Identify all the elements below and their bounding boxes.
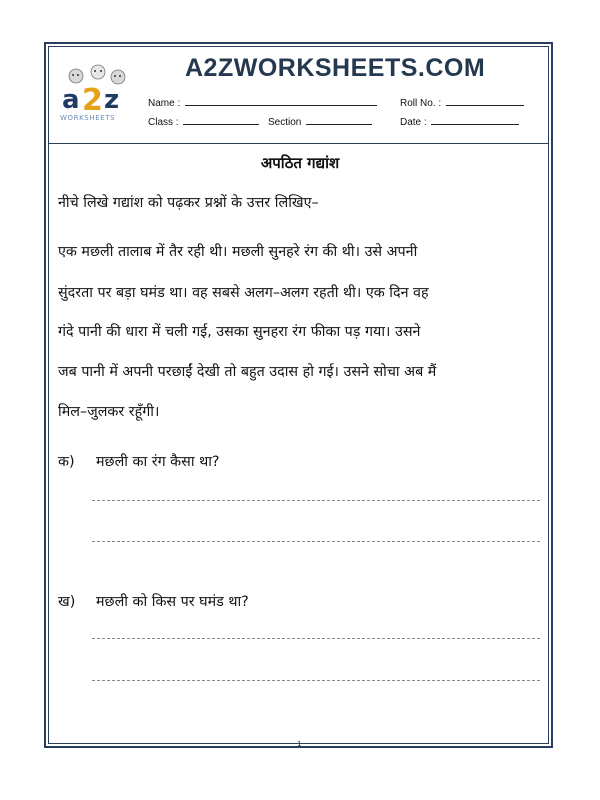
instruction-text: नीचे लिखे गद्यांश को पढ़कर प्रश्नों के उत्तर लिखिए– [58,195,319,211]
name-label: Name : [148,98,181,109]
question-label: क) [58,454,75,470]
class-line[interactable] [183,115,259,125]
roll-label: Roll No. : [400,98,442,109]
class-label: Class : [148,117,179,128]
answer-line[interactable] [92,500,540,501]
date-line[interactable] [431,115,519,125]
answer-line[interactable] [92,680,540,681]
passage-line: सुंदरता पर बड़ा घमंड था। वह सबसे अलग–अलग रहती थी। एक दिन वह [58,285,429,301]
site-title: A2ZWORKSHEETS.COM [185,54,486,82]
section-field[interactable] [268,115,372,128]
roll-line[interactable] [446,96,524,106]
page-border-inner [48,46,549,744]
answer-line[interactable] [92,638,540,639]
svg-text:a: a [62,85,80,115]
section-label: Section [268,117,302,128]
question-label: ख) [58,594,76,610]
svg-text:z: z [104,85,120,115]
page-number: 1 [297,740,302,748]
date-label: Date : [400,117,427,128]
header-divider [48,143,549,144]
question-text: मछली को किस पर घमंड था? [96,594,249,610]
passage-line: मिल–जुलकर रहूँगी। [58,404,160,420]
svg-text:2: 2 [82,83,103,118]
class-field[interactable] [148,115,259,128]
a2z-logo [58,62,138,124]
passage-line: जब पानी में अपनी परछाईं देखी तो बहुत उदास हो गई। उसने सोचा अब मैं [58,364,437,380]
worksheet-title: अपठित गद्यांश [260,154,340,172]
date-field[interactable] [400,115,519,128]
name-field[interactable] [148,96,377,109]
passage-line: गंदे पानी की धारा में चली गई, उसका सुनहरा रंग फीका पड़ गया। उसने [58,324,421,340]
answer-line[interactable] [92,541,540,542]
question-2 [58,592,249,611]
roll-field[interactable] [400,96,524,109]
passage-line: एक मछली तालाब में तैर रही थी। मछली सुनहरे रंग की थी। उसे अपनी [58,244,418,260]
question-1 [58,452,220,471]
section-line[interactable] [306,115,372,125]
logo-subtext: WORKSHEETS [60,114,116,122]
name-line[interactable] [185,96,377,106]
question-text: मछली का रंग कैसा था? [96,454,220,470]
